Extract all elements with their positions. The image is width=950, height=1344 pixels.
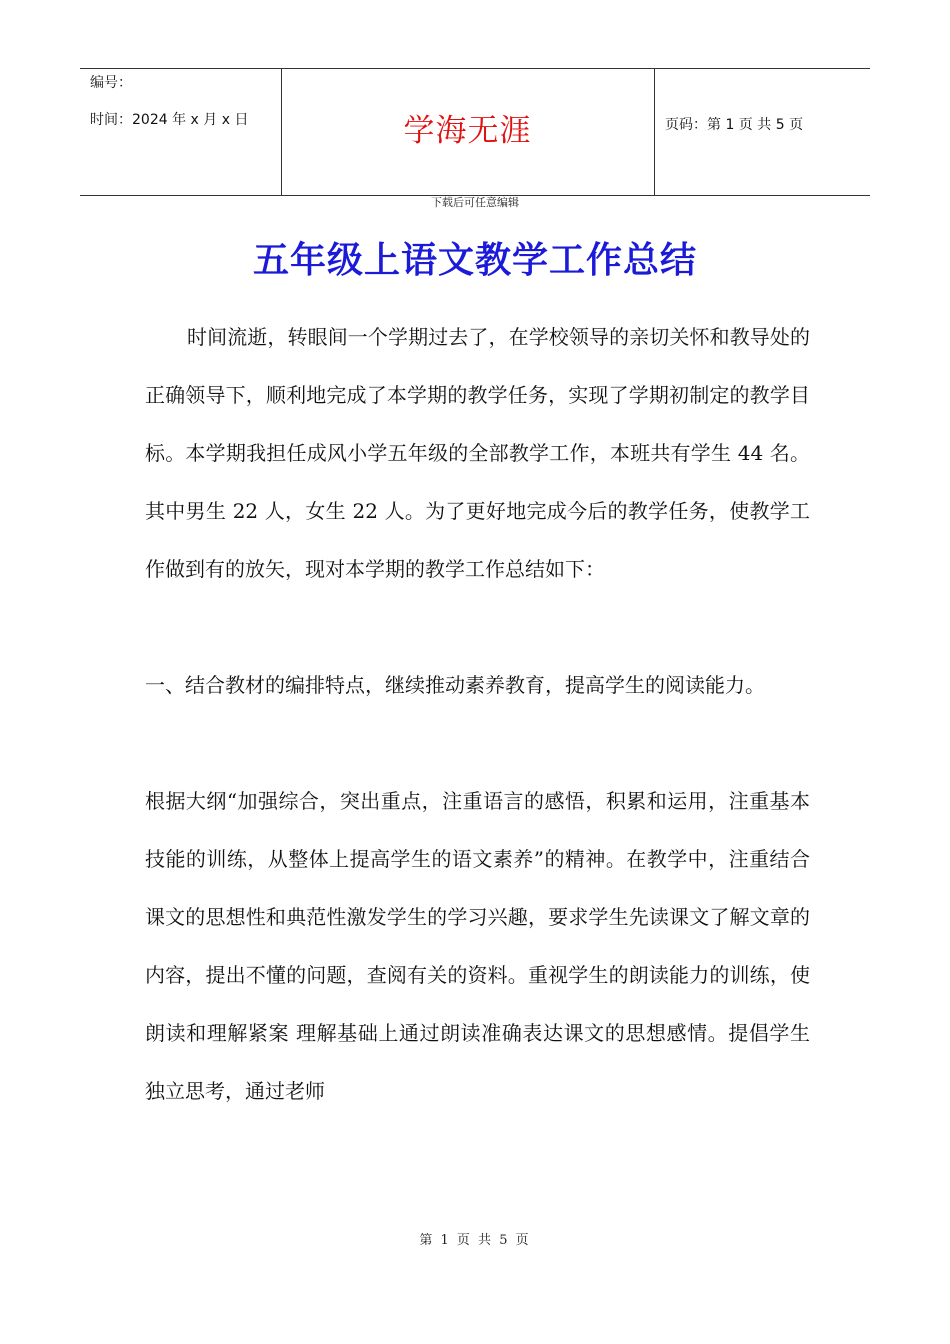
header-meta-cell — [80, 69, 282, 195]
document-header — [80, 68, 870, 196]
intro-paragraph: 时间流逝，转眼间一个学期过去了，在学校领导的亲切关怀和教导处的正确领导下，顺利地完成了本学期的教学任务，实现了学期初制定的教学目标。本学期我担任成风小学五年级的全部教学工作，本班共有学生 44 名。其中男生 22 人，女生 22 人。为了更好地完成今后的教学任务，使教学工作做到有的放矢，现对本学期的教学工作总结如下： — [145, 325, 810, 581]
brand-logo-text: 学海无涯 — [403, 113, 532, 149]
header-page-cell — [655, 69, 870, 195]
page-info: 页码：第 1 页 共 5 页 — [665, 117, 804, 133]
download-note: 下载后可任意编辑 — [431, 196, 519, 209]
document-body — [145, 308, 810, 1120]
document-time-label: 时间：2024 年 x 月 x 日 — [90, 112, 249, 128]
header-brand-cell — [281, 69, 655, 195]
page-footer: 第 1 页 共 5 页 — [419, 1233, 531, 1248]
section-paragraph: 根据大纲“加强综合，突出重点，注重语言的感悟，积累和运用，注重基本技能的训练，从整体上提高学生的语文素养”的精神。在教学中，注重结合课文的思想性和典范性激发学生的学习兴趣，要求学生先读课文了解文章的内容，提出不懂的问题，查阅有关的资料。重视学生的朗读能力的训练，使朗读和理解紧案 理解基础上通过朗读准确表达课文的思想感情。提倡学生独立思考，通过老师 — [145, 789, 810, 1103]
document-title: 五年级上语文教学工作总结 — [252, 240, 697, 281]
document-number-label: 编号： — [90, 75, 132, 91]
section-heading: 一、结合教材的编排特点，继续推动素养教育，提高学生的阅读能力。 — [145, 673, 765, 697]
